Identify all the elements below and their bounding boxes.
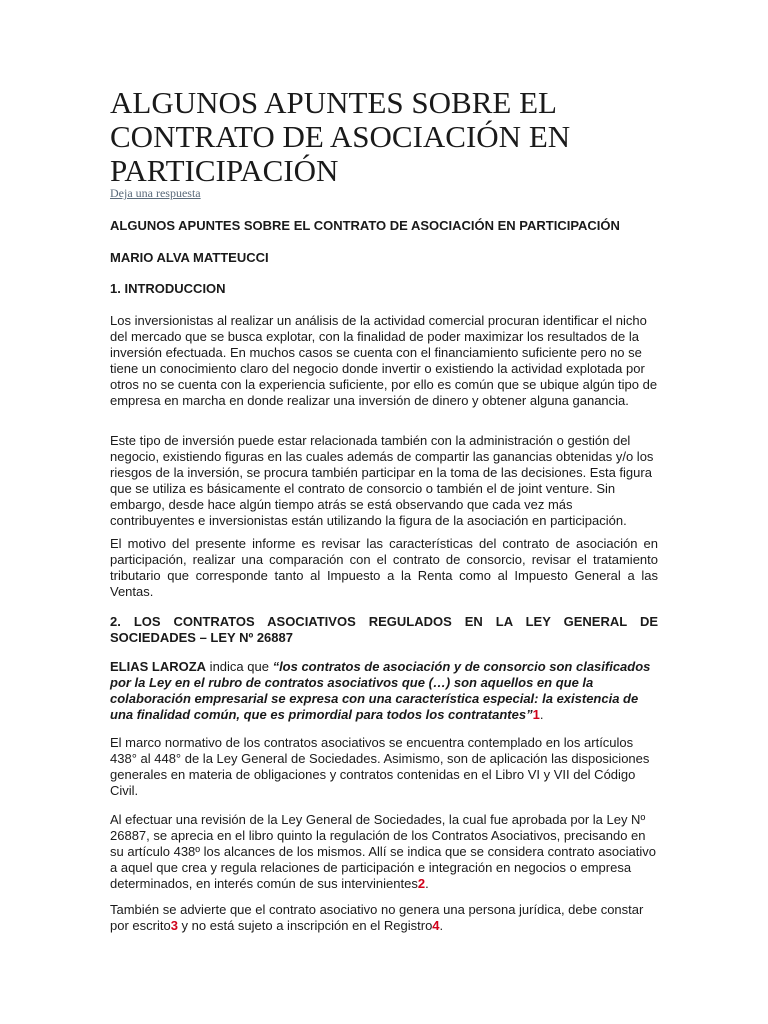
paragraph-7-text-a: También se advierte que el contrato asociativo no genera una persona jurídica, debe constar por escrito bbox=[110, 902, 644, 933]
paragraph-end: . bbox=[425, 876, 429, 891]
paragraph-2: Este tipo de inversión puede estar relacionada también con la administración o gestión del negocio, existiendo figuras en las cuales además de compartir las ganancias obtenidas y/o los riesgos de la inversión, se procura también participar en la toma de las decisiones. Esta figura que se utiliza es básicamente el contrato de consorcio o también el de joint venture. Sin embargo, desde hace algún tiempo atrás se está observando que cada vez más contribuyentes e inversionistas están utilizando la figura de la asociación en participación. bbox=[110, 433, 654, 528]
quote-lead: indica que bbox=[206, 659, 273, 674]
footnote-ref-2[interactable]: 2 bbox=[417, 876, 426, 891]
paragraph-3: El motivo del presente informe es revisar las características del contrato de asociación en participación, realizar una comparación con el contrato de consorcio, revisar el tratamiento tributario que corresponde tanto al Impuesto a la Renta como al Impuesto General a las Ventas. bbox=[110, 536, 658, 599]
section-heading-introduccion: 1. INTRODUCCION bbox=[110, 281, 226, 296]
paragraph-7-text-b: y no está sujeto a inscripción en el Registro bbox=[177, 918, 433, 933]
article-subtitle: ALGUNOS APUNTES SOBRE EL CONTRATO DE ASOCIACIÓN EN PARTICIPACIÓN bbox=[110, 218, 620, 233]
paragraph-end: . bbox=[439, 918, 444, 933]
paragraph-4 bbox=[110, 659, 658, 723]
section-heading-contratos: 2. LOS CONTRATOS ASOCIATIVOS REGULADOS EN LA LEY GENERAL DE SOCIEDADES – LEY Nº 26887 bbox=[110, 614, 658, 645]
footnote-ref-1[interactable]: 1 bbox=[532, 707, 540, 722]
paragraph-1: Los inversionistas al realizar un análisis de la actividad comercial procuran identificar el nicho del mercado que se busca explotar, con la finalidad de poder maximizar los resultados de la inversión efectuada. En muchos casos se cuenta con el financiamiento suficiente pero no se tiene un conocimiento claro del negocio donde invertir o existiendo la actividad explotada por otros no se cuenta con la experiencia suficiente, por ello es común que se ubique algún tipo de empresa en marcha en donde realizar una inversión de dinero y obtener alguna ganancia. bbox=[110, 313, 658, 408]
paragraph-6 bbox=[110, 812, 658, 892]
cited-author: ELIAS LAROZA bbox=[110, 659, 207, 674]
paragraph-6-text: Al efectuar una revisión de la Ley General de Sociedades, la cual fue aprobada por la Ley Nº 26887, se aprecia en el libro quinto la regulación de los Contratos Asociativos, precisando en su artículo 438º los alcances de los mismos. Allí se indica que se considera contrato asociativo a aquel que crea y regula relaciones de participación e integración en negocios o empresa determinados, en interés común de sus intervinientes bbox=[110, 812, 656, 891]
footnote-ref-4[interactable]: 4 bbox=[432, 918, 440, 933]
author-name: MARIO ALVA MATTEUCCI bbox=[110, 250, 269, 265]
paragraph-5: El marco normativo de los contratos asociativos se encuentra contemplado en los artículos 438° al 448° de la Ley General de Sociedades. Asimismo, son de aplicación las disposiciones generales en materia de obligaciones y contratos contenidas en el Libro VI y VII del Código Civil. bbox=[110, 735, 650, 798]
reply-link[interactable]: Deja una respuesta bbox=[110, 186, 201, 200]
quote-text: “los contratos de asociación y de consorcio son clasificados por la Ley en el rubro de contratos asociativos que (…) son aquellos en que la colaboración empresarial se expresa con una característica especial: la existencia de una finalidad común, que es primordial para todos los contratantes” bbox=[110, 659, 651, 722]
article-title: ALGUNOS APUNTES SOBRE EL CONTRATO DE ASOCIACIÓN EN PARTICIPACIÓN bbox=[110, 85, 571, 188]
footnote-ref-3[interactable]: 3 bbox=[170, 918, 178, 933]
paragraph-end: . bbox=[539, 707, 544, 722]
paragraph-7 bbox=[110, 902, 658, 934]
